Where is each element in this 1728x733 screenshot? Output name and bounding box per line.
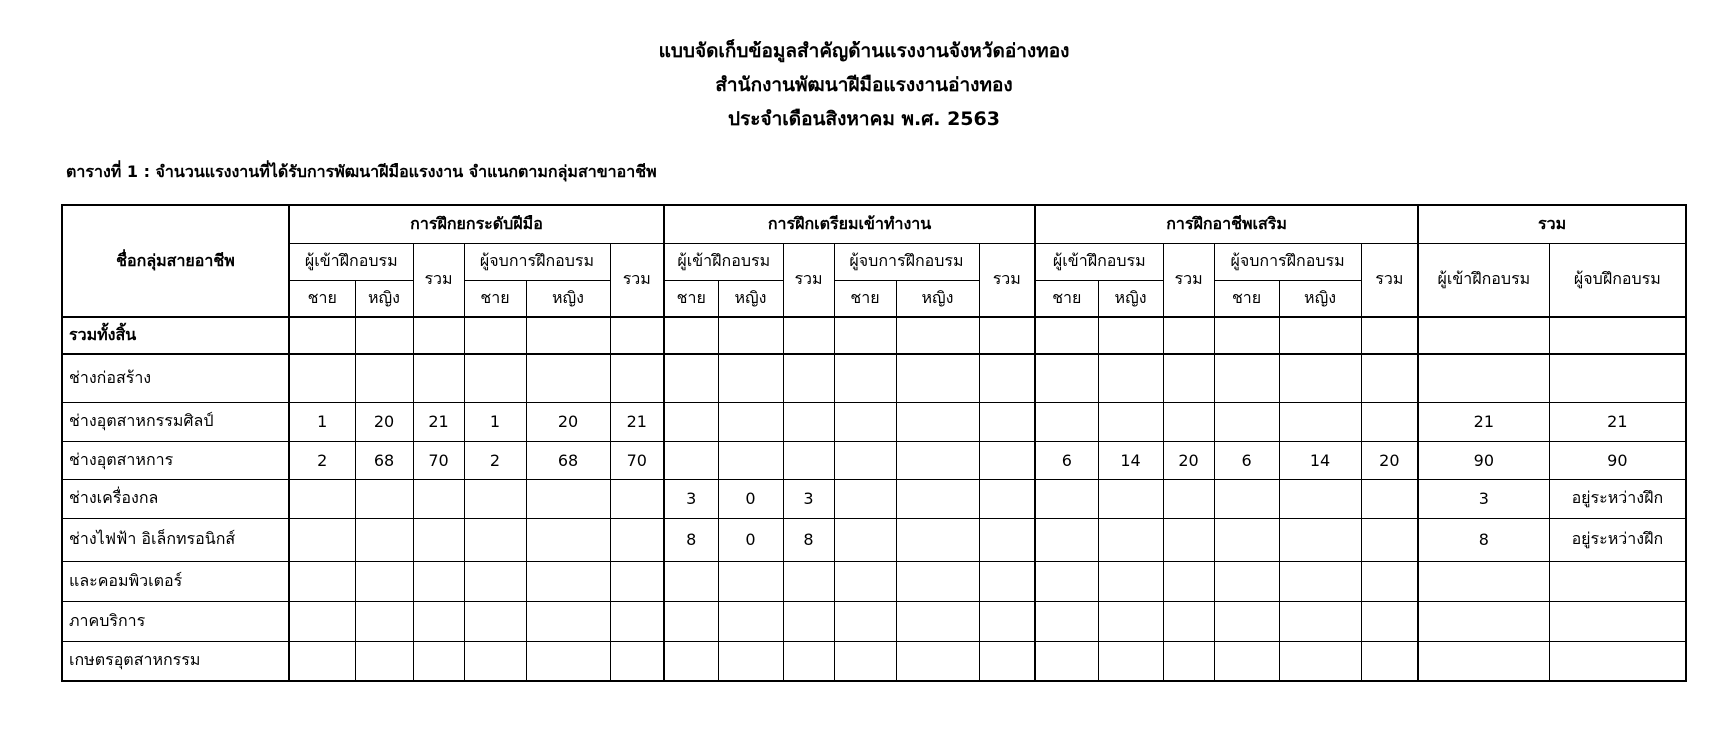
table-cell [1035, 402, 1098, 441]
table-cell [464, 317, 526, 354]
row-label: ช่างอุตสาหกรรมศิลป์ [62, 402, 289, 441]
table-cell [718, 317, 783, 354]
table-cell [1549, 561, 1686, 601]
table-cell [1279, 402, 1361, 441]
table-cell [526, 479, 610, 518]
table-cell [1035, 641, 1098, 681]
table-cell [1361, 402, 1418, 441]
table-cell [1214, 601, 1279, 641]
table-cell [1418, 317, 1549, 354]
table-cell [1035, 561, 1098, 601]
table-cell [979, 561, 1035, 601]
table-cell [1214, 479, 1279, 518]
table-cell [896, 601, 979, 641]
table-cell: 1 [289, 402, 355, 441]
table-cell [1361, 479, 1418, 518]
row-label: ช่างอุตสาหการ [62, 441, 289, 479]
table-cell: 0 [718, 518, 783, 561]
header-prep-graduates: ผู้จบการฝึกอบรม [834, 243, 979, 280]
row-label: ช่างก่อสร้าง [62, 354, 289, 402]
table-cell [289, 518, 355, 561]
table-cell [896, 354, 979, 402]
table-cell: 1 [464, 402, 526, 441]
table-cell [1035, 354, 1098, 402]
table-cell [1361, 561, 1418, 601]
table-cell [1098, 317, 1163, 354]
table-cell [896, 479, 979, 518]
table-cell [355, 561, 413, 601]
table-cell [1361, 354, 1418, 402]
header-occupation: ชื่อกลุ่มสายอาชีพ [62, 205, 289, 317]
header-male: ชาย [1035, 280, 1098, 317]
header-female: หญิง [355, 280, 413, 317]
header-male: ชาย [289, 280, 355, 317]
header-female: หญิง [896, 280, 979, 317]
table-cell [413, 641, 464, 681]
header-sum-graduates: ผู้จบฝึกอบรม [1549, 243, 1686, 317]
table-cell [1361, 601, 1418, 641]
row-label: รวมทั้งสิ้น [62, 317, 289, 354]
table-cell [413, 479, 464, 518]
table-row [62, 354, 1686, 402]
table-cell [610, 518, 664, 561]
header-female: หญิง [718, 280, 783, 317]
header-male: ชาย [834, 280, 896, 317]
table-cell [718, 402, 783, 441]
table-cell [783, 354, 834, 402]
table-cell [834, 354, 896, 402]
table-cell [834, 641, 896, 681]
table-cell [718, 561, 783, 601]
table-cell: 20 [526, 402, 610, 441]
header-supp-graduates-total: รวม [1361, 243, 1418, 317]
table-cell [610, 601, 664, 641]
table-cell [1163, 561, 1214, 601]
table-cell [783, 561, 834, 601]
table-cell [834, 402, 896, 441]
table-cell [1098, 354, 1163, 402]
table-cell [355, 641, 413, 681]
table-cell [1163, 354, 1214, 402]
table-cell [664, 641, 718, 681]
table-cell [464, 641, 526, 681]
table-cell: 0 [718, 479, 783, 518]
table-cell [289, 317, 355, 354]
table-cell: 68 [526, 441, 610, 479]
table-cell: 70 [413, 441, 464, 479]
table-cell [1163, 479, 1214, 518]
row-label: และคอมพิวเตอร์ [62, 561, 289, 601]
row-label: ช่างเครื่องกล [62, 479, 289, 518]
table-row [62, 641, 1686, 681]
table-cell [1163, 518, 1214, 561]
table-cell [1214, 402, 1279, 441]
table-cell [1418, 601, 1549, 641]
header-male: ชาย [464, 280, 526, 317]
table-cell [1361, 641, 1418, 681]
table-cell [718, 601, 783, 641]
table-cell: 3 [1418, 479, 1549, 518]
table-cell [664, 402, 718, 441]
header-female: หญิง [1098, 280, 1163, 317]
table-cell: 14 [1279, 441, 1361, 479]
table-cell [979, 518, 1035, 561]
table-cell [610, 641, 664, 681]
table-cell [1279, 561, 1361, 601]
table-cell [664, 354, 718, 402]
title-line-2: สำนักงานพัฒนาฝีมือแรงงานอ่างทอง [715, 74, 1013, 96]
table-cell [1214, 561, 1279, 601]
table-body [62, 317, 1686, 681]
header-upskill-graduates: ผู้จบการฝึกอบรม [464, 243, 610, 280]
table-cell [1549, 601, 1686, 641]
table-cell [1035, 479, 1098, 518]
table-cell [1549, 354, 1686, 402]
table-cell [413, 354, 464, 402]
header-supp-trainees: ผู้เข้าฝึกอบรม [1035, 243, 1163, 280]
table-cell: 2 [289, 441, 355, 479]
table-cell [1098, 402, 1163, 441]
table-cell [464, 561, 526, 601]
table-cell [834, 317, 896, 354]
table-cell [526, 317, 610, 354]
header-group-upskill: การฝึกยกระดับฝีมือ [289, 205, 664, 243]
table-cell [979, 479, 1035, 518]
title-line-1: แบบจัดเก็บข้อมูลสำคัญด้านแรงงานจังหวัดอ่างทอง [658, 40, 1070, 62]
table-cell: 21 [1549, 402, 1686, 441]
table-cell [1418, 641, 1549, 681]
table-cell [896, 518, 979, 561]
header-male: ชาย [664, 280, 718, 317]
table-cell: 20 [1163, 441, 1214, 479]
table-cell: 14 [1098, 441, 1163, 479]
table-row [62, 601, 1686, 641]
table-cell: 21 [413, 402, 464, 441]
table-cell [834, 518, 896, 561]
table-cell: 21 [610, 402, 664, 441]
table-cell [1035, 317, 1098, 354]
header-female: หญิง [526, 280, 610, 317]
row-label: ภาคบริการ [62, 601, 289, 641]
table-cell [664, 561, 718, 601]
table-cell [1214, 641, 1279, 681]
header-group-supplementary: การฝึกอาชีพเสริม [1035, 205, 1418, 243]
table-row [62, 402, 1686, 441]
table-cell: 90 [1549, 441, 1686, 479]
row-label: เกษตรอุตสาหกรรม [62, 641, 289, 681]
table-cell [783, 441, 834, 479]
table-cell [1214, 317, 1279, 354]
table-cell: 21 [1418, 402, 1549, 441]
table-cell [1418, 354, 1549, 402]
table-cell [834, 441, 896, 479]
table-cell [896, 317, 979, 354]
table-cell: 90 [1418, 441, 1549, 479]
table-cell [464, 479, 526, 518]
header-supp-trainees-total: รวม [1163, 243, 1214, 317]
table-cell [1098, 518, 1163, 561]
table-cell [413, 317, 464, 354]
table-cell: 20 [1361, 441, 1418, 479]
table-cell [464, 518, 526, 561]
table-cell [526, 518, 610, 561]
table-cell: 8 [783, 518, 834, 561]
table-cell [718, 441, 783, 479]
table-cell [1098, 561, 1163, 601]
table-cell [1163, 402, 1214, 441]
table-cell [289, 641, 355, 681]
table-cell [1279, 317, 1361, 354]
table-cell [289, 601, 355, 641]
header-prep-graduates-total: รวม [979, 243, 1035, 317]
table-caption: ตารางที่ 1 : จำนวนแรงงานที่ได้รับการพัฒนาฝีมือแรงงาน จำแนกตามกลุ่มสาขาอาชีพ [66, 162, 657, 181]
table-cell [1035, 601, 1098, 641]
table-cell [896, 402, 979, 441]
header-prep-trainees: ผู้เข้าฝึกอบรม [664, 243, 783, 280]
title-block [0, 34, 1728, 136]
table-cell [355, 317, 413, 354]
table-cell [526, 601, 610, 641]
table-cell [979, 317, 1035, 354]
table-cell: 6 [1214, 441, 1279, 479]
header-group-prep: การฝึกเตรียมเข้าทำงาน [664, 205, 1035, 243]
table-cell: อยู่ระหว่างฝึก [1549, 518, 1686, 561]
table-cell [834, 601, 896, 641]
header-upskill-trainees-total: รวม [413, 243, 464, 317]
table-cell: 8 [1418, 518, 1549, 561]
table-cell [1279, 354, 1361, 402]
table-cell: อยู่ระหว่างฝึก [1549, 479, 1686, 518]
header-sum-trainees: ผู้เข้าฝึกอบรม [1418, 243, 1549, 317]
table-cell [783, 402, 834, 441]
table-cell [783, 601, 834, 641]
table-cell [896, 641, 979, 681]
table-cell [664, 317, 718, 354]
table-cell [289, 479, 355, 518]
table-cell [834, 561, 896, 601]
table-cell [1163, 317, 1214, 354]
table-cell [526, 354, 610, 402]
header-prep-trainees-total: รวม [783, 243, 834, 317]
table-cell [355, 354, 413, 402]
header-male: ชาย [1214, 280, 1279, 317]
table-cell [979, 441, 1035, 479]
table-cell [1279, 641, 1361, 681]
table-cell [413, 601, 464, 641]
table-cell [1163, 601, 1214, 641]
header-supp-graduates: ผู้จบการฝึกอบรม [1214, 243, 1361, 280]
table-cell [355, 479, 413, 518]
table-cell [896, 441, 979, 479]
table-cell [413, 561, 464, 601]
row-label: ช่างไฟฟ้า อิเล็กทรอนิกส์ [62, 518, 289, 561]
table-cell [610, 354, 664, 402]
table-cell: 2 [464, 441, 526, 479]
table-cell: 20 [355, 402, 413, 441]
table-cell [1098, 479, 1163, 518]
table-cell [610, 561, 664, 601]
header-female: หญิง [1279, 280, 1361, 317]
table-cell [834, 479, 896, 518]
table-cell: 68 [355, 441, 413, 479]
header-group-total: รวม [1418, 205, 1686, 243]
table-cell [1098, 641, 1163, 681]
table-cell [355, 518, 413, 561]
table-cell [664, 601, 718, 641]
table-row [62, 479, 1686, 518]
table-cell [1418, 561, 1549, 601]
table-row [62, 518, 1686, 561]
table-cell: 8 [664, 518, 718, 561]
table-cell [526, 561, 610, 601]
table-cell [464, 354, 526, 402]
table-cell [1035, 518, 1098, 561]
table-cell [1361, 317, 1418, 354]
table-cell [979, 601, 1035, 641]
table-cell [1279, 601, 1361, 641]
table-cell [718, 641, 783, 681]
table-cell: 70 [610, 441, 664, 479]
table-cell [1163, 641, 1214, 681]
table-cell [1361, 518, 1418, 561]
table-cell [718, 354, 783, 402]
table-cell [1214, 354, 1279, 402]
table-cell: 3 [783, 479, 834, 518]
table-cell [289, 354, 355, 402]
table-cell [610, 317, 664, 354]
table-cell [1549, 317, 1686, 354]
labor-training-table [61, 204, 1687, 682]
table-cell [610, 479, 664, 518]
header-upskill-graduates-total: รวม [610, 243, 664, 317]
table-row [62, 441, 1686, 479]
table-cell [1214, 518, 1279, 561]
table-cell [1549, 641, 1686, 681]
table-cell [979, 402, 1035, 441]
table-cell [464, 601, 526, 641]
table-cell [896, 561, 979, 601]
table-cell [783, 641, 834, 681]
table-cell [413, 518, 464, 561]
table-cell: 6 [1035, 441, 1098, 479]
table-cell [664, 441, 718, 479]
table-cell [979, 641, 1035, 681]
table-cell [1098, 601, 1163, 641]
table-cell: 3 [664, 479, 718, 518]
table-cell [783, 317, 834, 354]
table-cell [526, 641, 610, 681]
table-cell [1279, 479, 1361, 518]
header-upskill-trainees: ผู้เข้าฝึกอบรม [289, 243, 413, 280]
table-cell [979, 354, 1035, 402]
table-cell [1279, 518, 1361, 561]
table-row [62, 561, 1686, 601]
title-line-3: ประจำเดือนสิงหาคม พ.ศ. 2563 [728, 108, 1000, 130]
table-cell [355, 601, 413, 641]
table-cell [289, 561, 355, 601]
table-row [62, 317, 1686, 354]
